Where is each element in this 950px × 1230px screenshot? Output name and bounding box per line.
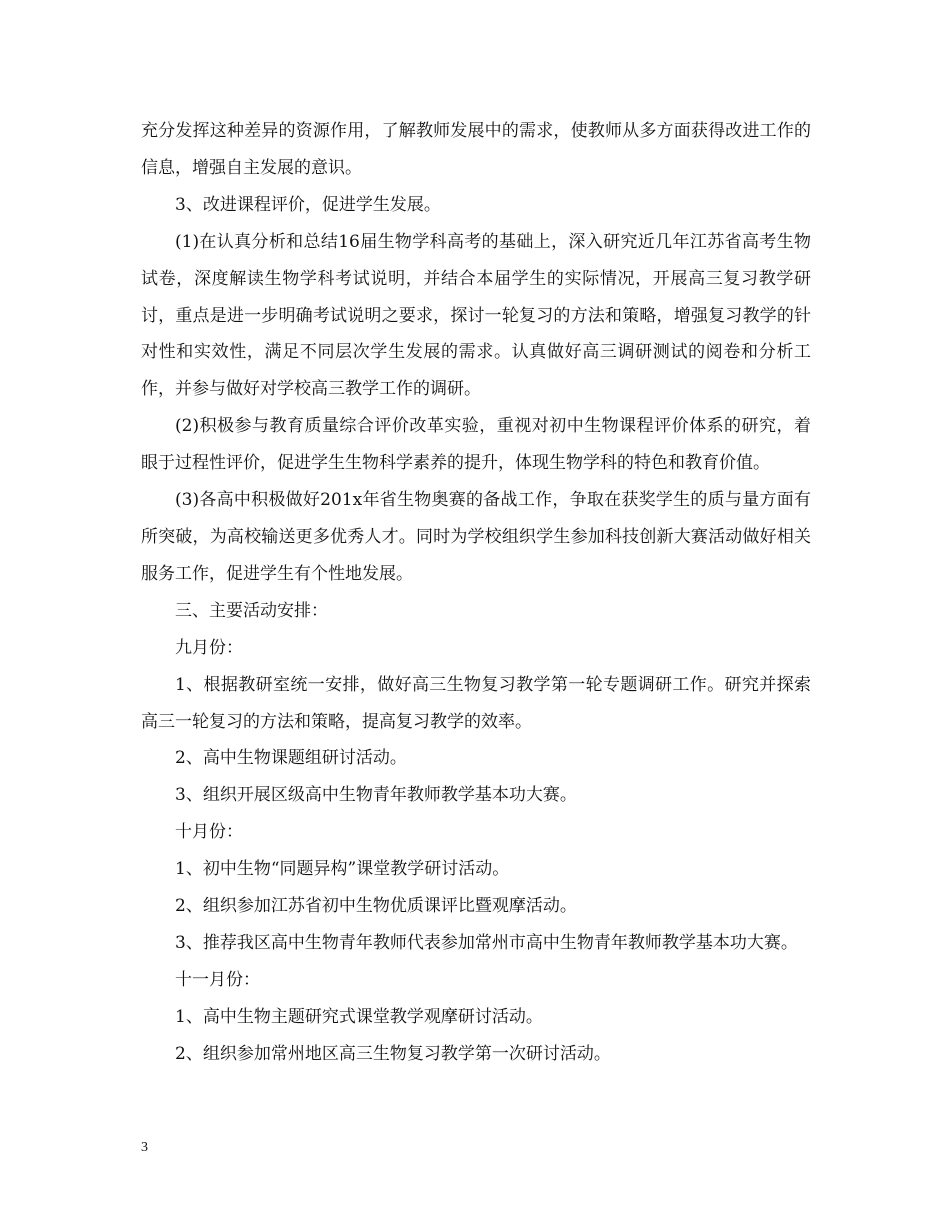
list-item: 1、根据教研室统一安排，做好高三生物复习教学第一轮专题调研工作。研究并探索高三一轮复习的方法和策略，提高复习教学的效率。: [141, 674, 811, 732]
paragraph: 充分发挥这种差异的资源作用，了解教师发展中的需求，使教师从多方面获得改进工作的信息，增强自主发展的意识。: [141, 121, 811, 178]
list-item: 3、组织开展区级高中生物青年教师教学基本功大赛。: [175, 785, 577, 806]
paragraph: 3、改进课程评价，促进学生发展。: [175, 194, 441, 215]
paragraph: (3)各高中积极做好201x年省生物奥赛的备战工作，争取在获奖学生的质与量方面有所突破，为高校输送更多优秀人才。同时为学校组织学生参加科技创新大赛活动做好相关服务工作，促进学生有个性地发展。: [141, 490, 811, 584]
section-heading: 三、主要活动安排：: [175, 600, 328, 621]
month-heading: 十月份：: [175, 822, 243, 843]
paragraph: (2)积极参与教育质量综合评价改革实验，重视对初中生物课程评价体系的研究，着眼于过程性评价，促进学生生物科学素养的提升，体现生物学科的特色和教育价值。: [141, 416, 811, 474]
page-number: 3: [141, 1140, 148, 1155]
list-item: 2、高中生物课题组研讨活动。: [175, 748, 407, 769]
list-item: 1、初中生物“同题异构”课堂教学研讨活动。: [175, 859, 510, 880]
month-heading: 十一月份：: [175, 969, 260, 990]
month-heading: 九月份：: [175, 637, 243, 658]
list-item: 3、推荐我区高中生物青年教师代表参加常州市高中生物青年教师教学基本功大赛。: [175, 932, 798, 953]
list-item: 2、组织参加江苏省初中生物优质课评比暨观摩活动。: [175, 896, 577, 917]
list-item: 2、组织参加常州地区高三生物复习教学第一次研讨活动。: [175, 1043, 611, 1064]
list-item: 1、高中生物主题研究式课堂教学观摩研讨活动。: [175, 1006, 543, 1027]
paragraph: (1)在认真分析和总结16届生物学科高考的基础上，深入研究近几年江苏省高考生物试卷，深度解读生物学科考试说明，并结合本届学生的实际情况，开展高三复习教学研讨，重点是进一步明确考试说明之要求，探讨一轮复习的方法和策略，增强复习教学的针对性和实效性，满足不同层次学生发展的需求。认真做好高三调研测试的阅卷和分析工作，并参与做好对学校高三教学工作的调研。: [141, 231, 811, 400]
document-body: [141, 113, 811, 1073]
